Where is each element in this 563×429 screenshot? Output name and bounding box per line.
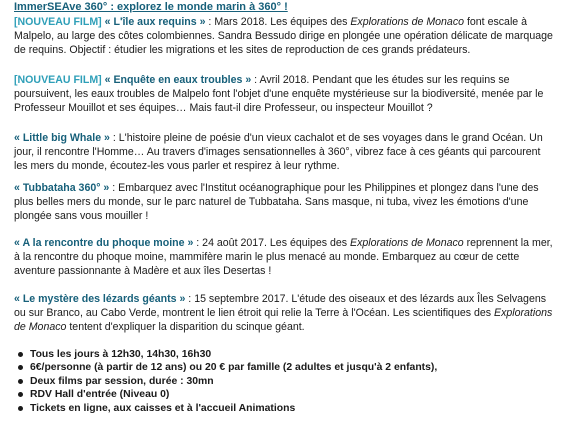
info-item: Deux films par session, durée : 30mn [14, 375, 437, 388]
film-text: reprennent la mer, à la rencontre du phoque moine, mammifère marin le plus menacé au monde. Embarquez au cœur de cette aventure passionnante à Madère et aux îles Desertas ! [14, 237, 553, 277]
film-description [14, 181, 554, 223]
page-title: ImmerSEAve 360° : explorez le monde marin à 360° ! [14, 1, 288, 13]
film-text-italic: Explorations de Monaco [350, 237, 464, 249]
film-text: : 15 septembre 2017. L'étude des oiseaux et des lézards aux Îles Selvagens ou sur Branco, au Cabo Verde, montrent le lien étroit qui relie la Terre à l'Océan. Les scientifiques des [14, 293, 547, 319]
film-title: « Tubbataha 360° » [14, 182, 110, 194]
film-description [14, 73, 554, 115]
film-description [14, 15, 554, 57]
info-item: Tickets en ligne, aux caisses et à l'accueil Animations [14, 402, 437, 415]
info-item: RDV Hall d'entrée (Niveau 0) [14, 388, 437, 401]
film-title: « A la rencontre du phoque moine » [14, 237, 194, 249]
film-title: « Little big Whale » [14, 132, 110, 144]
film-description [14, 292, 554, 334]
new-film-tag: [NOUVEAU FILM] [14, 74, 102, 86]
film-text-italic: Explorations de Monaco [14, 307, 553, 333]
film-title: « L'île aux requins » [104, 16, 206, 28]
film-text: : 24 août 2017. Les équipes des [193, 237, 351, 249]
film-description [14, 131, 554, 173]
film-text: : Avril 2018. Pendant que les études sur les requins se poursuivent, les eaux troubles de Malpelo font l'objet d'une enquête mystérieuse sur la biodiversité, menée par le Professeur Mouillot et ses équipes… Mais faut-il dire Professeur, ou inspecteur Mouillot ? [14, 74, 544, 114]
film-text: font escale à Malpelo, au large des côtes colombiennes. Sandra Bessudo dirige en plongée une opération délicate de marquage de requins. Objectif : étudier les migrations et les sites de reproduction de ces grands prédateurs. [14, 16, 553, 56]
new-film-tag: [NOUVEAU FILM] [14, 16, 102, 28]
film-text: : Mars 2018. Les équipes des [205, 16, 351, 28]
practical-info-list [14, 348, 437, 415]
info-item: Tous les jours à 12h30, 14h30, 16h30 [14, 348, 437, 361]
info-item: 6€/personne (à partir de 12 ans) ou 20 € par famille (2 adultes et jusqu'à 2 enfants), [14, 361, 437, 374]
film-text-italic: Explorations de Monaco [350, 16, 465, 28]
film-description [14, 236, 554, 278]
film-title: « Enquête en eaux troubles » [104, 74, 252, 86]
film-text: : Embarquez avec l'Institut océanographique pour les Philippines et plongez dans l'une des plus belles mers du monde, sur le parc naturel de Tubbataha. Sans masque, ni tuba, vivez les émotions d'une plongée sans vous mouiller ! [14, 182, 539, 222]
film-title: « Le mystère des lézards géants » [14, 293, 186, 305]
film-text: : L'histoire pleine de poésie d'un vieux cachalot et de ses voyages dans le grand Océan. Un jour, il rencontre l'Homme… Au travers d'images sensationnelles à 360°, vibrez face à ces géants qui parcourent les mers du monde, écoutez-les vous parler et respirez à leur rythme. [14, 132, 543, 172]
film-text: tentent d'expliquer la disparition du scinque géant. [66, 321, 305, 333]
